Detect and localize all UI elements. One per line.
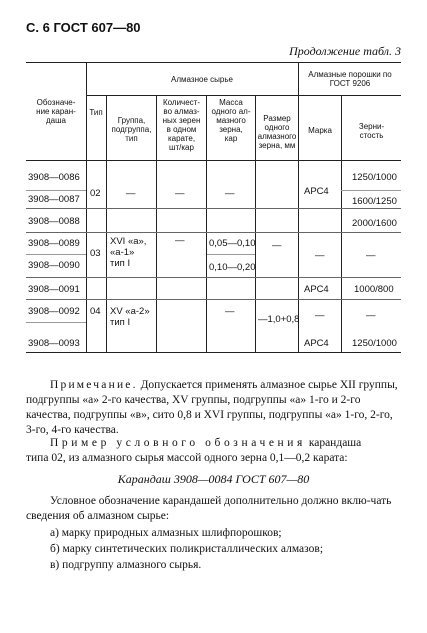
example-designation: Карандаш 3908—0084 ГОСТ 607—80 xyxy=(117,472,310,486)
count-cell: — xyxy=(175,235,185,246)
header-powders: Алмазные порошки по ГОСТ 9206 xyxy=(308,70,392,88)
group-cell: — xyxy=(126,188,136,199)
grit-cell: 1600/1250 xyxy=(352,196,397,207)
brand-cell: АРС4 xyxy=(304,186,329,197)
grit-cell: — xyxy=(366,250,376,261)
group-cell: XV «а-2» тип I xyxy=(110,306,150,328)
example-line-2: типа 02, из алмазного сырья массой одного зерна 0,1—0,2 карата: xyxy=(26,452,348,464)
row-separator xyxy=(26,232,401,233)
header-designation: Обозначе- ние каран- даша xyxy=(36,98,76,125)
header-mass: Масса одного ал- мазного зерна, кар xyxy=(211,98,251,143)
brand-cell: АРС4 xyxy=(304,338,329,349)
header-grit: Зерни- стость xyxy=(358,122,385,140)
group-cell: XVI «а», «а-1» тип I xyxy=(110,236,147,269)
count-cell: — xyxy=(175,188,185,199)
mass-cell: — xyxy=(225,188,235,199)
row-designation: 3908—0092 xyxy=(28,306,80,317)
size-cell: —1,0+0,8 xyxy=(258,314,300,325)
row-designation: 3908—0090 xyxy=(28,260,80,271)
header-size: Размер одного алмазного зерна, мм xyxy=(257,114,297,150)
row-separator xyxy=(207,254,255,255)
row-separator xyxy=(26,190,86,191)
mass-cell: — xyxy=(225,306,235,317)
row-designation: 3908—0087 xyxy=(28,194,80,205)
table-note xyxy=(26,378,401,438)
powder-group-rule xyxy=(298,95,401,96)
row-designation: 3908—0093 xyxy=(28,338,80,349)
mass-cell: 0,05—0,10 xyxy=(209,238,256,249)
page-header: С. 6 ГОСТ 607—80 xyxy=(26,20,141,35)
grit-cell: 1250/1000 xyxy=(352,338,397,349)
row-separator xyxy=(341,190,401,191)
table-header-rule xyxy=(26,160,401,161)
list-item: б) марку синтетических поликристаллических алмазов; xyxy=(50,543,324,555)
table-top-rule xyxy=(26,62,401,63)
size-cell: — xyxy=(272,240,282,251)
row-separator xyxy=(26,299,401,300)
raw-group-rule xyxy=(87,95,298,96)
row-separator xyxy=(26,254,86,255)
table-bottom-rule xyxy=(26,352,401,353)
note-text: Допускается применять алмазное сырье XII группы, подгруппы «а» 2-го качества, XV группы, подгруппы «а» 1-го и 2-го качества, подгруппы «в», сито 0,8 и XVI группы, подгруппы «а» 1-го, 2-го, 3-го, 4-го качества. xyxy=(26,379,398,436)
note-label: Примечание. xyxy=(50,379,138,391)
brand-cell: АРС4 xyxy=(304,284,329,295)
list-item: а) марку природных алмазных шлифпорошков; xyxy=(50,527,282,539)
grit-cell: 1250/1000 xyxy=(352,172,397,183)
example-lead-rest: карандаша xyxy=(305,437,362,449)
type-cell: 03 xyxy=(90,248,101,259)
header-group: Группа, подгруппа, тип xyxy=(111,116,152,143)
type-cell: 02 xyxy=(90,188,101,199)
body-paragraph: Условное обозначение карандашей дополнительно должно вклю-чать сведения об алмазном сырье: xyxy=(26,495,392,522)
grit-cell: 1000/800 xyxy=(354,284,394,295)
row-designation: 3908—0088 xyxy=(28,216,80,227)
header-count: Количест- во алмаз- ных зерен в одном карате, шт/кар xyxy=(162,98,201,152)
row-designation: 3908—0091 xyxy=(28,284,80,295)
grit-cell: — xyxy=(366,310,376,321)
list-item: в) подгруппу алмазного сырья. xyxy=(50,559,202,571)
col-rule xyxy=(298,62,299,352)
row-separator xyxy=(26,322,86,323)
row-designation: 3908—0086 xyxy=(28,172,80,183)
type-cell: 04 xyxy=(90,306,101,317)
row-designation: 3908—0089 xyxy=(28,238,80,249)
example-intro xyxy=(26,436,401,466)
brand-cell: — xyxy=(315,250,325,261)
row-separator xyxy=(26,208,401,209)
mass-cell: 0,10—0,20 xyxy=(209,262,256,273)
header-type: Тип xyxy=(89,108,103,117)
row-separator xyxy=(26,277,401,278)
example-lead: Пример условного обозначения xyxy=(50,437,306,449)
header-raw-material: Алмазное сырье xyxy=(171,75,233,84)
grit-cell: 2000/1600 xyxy=(352,218,397,229)
col-rule xyxy=(86,62,87,352)
brand-cell: — xyxy=(315,310,325,321)
table-continuation-caption: Продолжение табл. 3 xyxy=(289,44,401,58)
header-brand: Марка xyxy=(308,126,332,135)
